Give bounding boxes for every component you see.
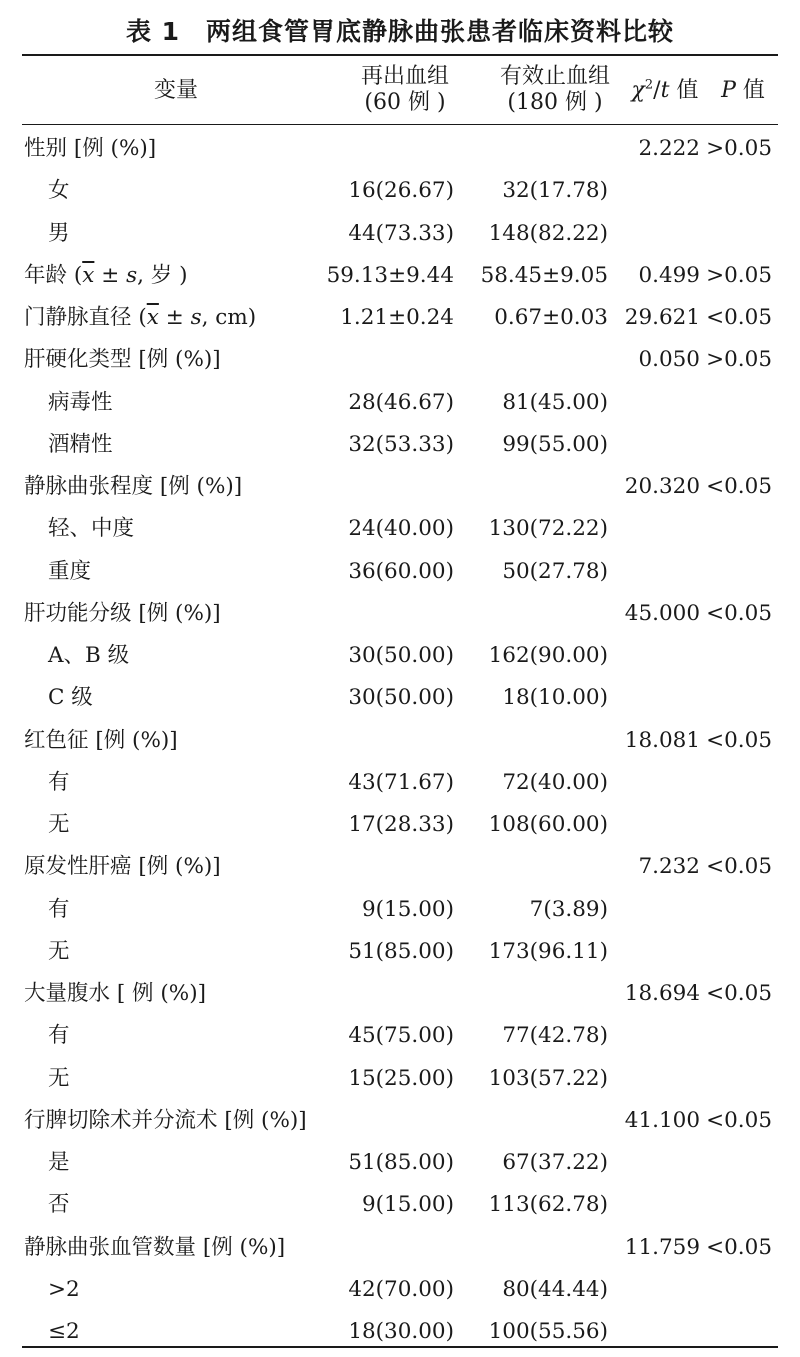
row-label: 否 (48, 1192, 70, 1218)
cell-rebleeding-group: 9(15.00) (361, 1192, 454, 1218)
table-row (0, 466, 800, 508)
table-row (0, 1269, 800, 1311)
cell-rebleeding-group: 45(75.00) (348, 1023, 454, 1049)
cell-hemostasis-group: 50(27.78) (502, 558, 608, 584)
table-header (0, 58, 800, 122)
table-row (0, 170, 800, 212)
row-label: >2 (48, 1276, 80, 1302)
header-t: t (660, 78, 670, 103)
cell-p-value: <0.05 (706, 305, 772, 330)
row-label: A、B 级 (48, 643, 130, 668)
row-label: 有 (48, 896, 70, 922)
header-rebleeding-group-n: (60 例 ) (364, 90, 446, 115)
cell-p-value: <0.05 (706, 981, 772, 1006)
row-label: 无 (48, 1065, 70, 1091)
row-label-part: ± (158, 305, 191, 330)
cell-hemostasis-group: 58.45±9.05 (480, 262, 608, 288)
cell-p-value: >0.05 (706, 262, 772, 288)
cell-rebleeding-group: 44(73.33) (348, 220, 454, 246)
row-label-part: 年龄 ( (24, 262, 83, 288)
row-label-part: s (126, 262, 138, 288)
row-label: 原发性肝癌 [例 (%)] (24, 854, 221, 880)
cell-hemostasis-group: 162(90.00) (488, 643, 608, 668)
cell-hemostasis-group: 99(55.00) (502, 431, 608, 457)
table-row (0, 635, 800, 677)
table-row (0, 297, 800, 339)
cell-statistic: 18.081 (624, 727, 700, 753)
cell-rebleeding-group: 51(85.00) (348, 938, 454, 964)
table-row (0, 339, 800, 381)
cell-rebleeding-group: 30(50.00) (348, 643, 454, 668)
cell-rebleeding-group: 18(30.00) (348, 1319, 454, 1344)
cell-rebleeding-group: 43(71.67) (348, 769, 454, 795)
table-row (0, 255, 800, 297)
table-row (0, 804, 800, 846)
table-row (0, 508, 800, 550)
row-label-part: 门静脉直径 ( (24, 305, 147, 330)
header-statistic (620, 78, 710, 104)
row-label: 静脉曲张程度 [例 (%)] (24, 474, 243, 499)
cell-hemostasis-group: 103(57.22) (488, 1065, 608, 1091)
cell-hemostasis-group: 32(17.78) (502, 178, 608, 204)
header-stat-suffix: 值 (669, 78, 699, 103)
table-row (0, 1100, 800, 1142)
row-label: C 级 (48, 685, 93, 711)
cell-statistic: 45.000 (624, 600, 700, 626)
table-title: 表 1 两组食管胃底静脉曲张患者临床资料比较 (125, 17, 675, 46)
row-label: 病毒性 (48, 389, 113, 415)
cell-p-value: >0.05 (706, 136, 772, 161)
row-label: 行脾切除术并分流术 [例 (%)] (24, 1107, 307, 1133)
cell-rebleeding-group: 16(26.67) (348, 178, 454, 204)
cell-hemostasis-group: 108(60.00) (488, 812, 608, 837)
bottom-rule (22, 1346, 778, 1348)
row-label: 大量腹水 [ 例 (%)] (24, 981, 206, 1006)
cell-hemostasis-group: 7(3.89) (529, 896, 608, 922)
cell-p-value: <0.05 (706, 727, 772, 753)
header-slash: / (653, 78, 661, 103)
row-label (24, 255, 188, 297)
row-label: 性别 [例 (%)] (24, 136, 157, 161)
cell-rebleeding-group: 36(60.00) (348, 558, 454, 584)
cell-hemostasis-group: 113(62.78) (488, 1192, 608, 1218)
cell-statistic: 29.621 (624, 305, 700, 330)
header-hemostasis-group (480, 64, 630, 116)
header-chi: χ (631, 78, 645, 103)
cell-statistic: 20.320 (624, 474, 700, 499)
table-row (0, 677, 800, 719)
row-label: 无 (48, 812, 70, 837)
table-row (0, 424, 800, 466)
header-hemostasis-group-name: 有效止血组 (499, 64, 610, 89)
table-row (0, 762, 800, 804)
cell-rebleeding-group: 59.13±9.44 (326, 262, 454, 288)
table-row (0, 128, 800, 170)
cell-rebleeding-group: 30(50.00) (348, 685, 454, 711)
cell-rebleeding-group: 28(46.67) (348, 389, 454, 415)
cell-p-value: <0.05 (706, 854, 772, 880)
table-row (0, 213, 800, 255)
header-hemostasis-group-n: (180 例 ) (507, 90, 603, 115)
table-row (0, 720, 800, 762)
table-body (0, 128, 800, 1353)
cell-hemostasis-group: 72(40.00) (502, 769, 608, 795)
row-label-part: $\overline{x}$ (82, 262, 95, 288)
row-label: 无 (48, 938, 70, 964)
row-label: 肝硬化类型 [例 (%)] (24, 347, 221, 373)
cell-hemostasis-group: 100(55.56) (488, 1319, 608, 1344)
cell-p-value: <0.05 (706, 474, 772, 499)
cell-hemostasis-group: 77(42.78) (502, 1023, 608, 1049)
header-rebleeding-group (330, 64, 480, 116)
table-row (0, 1015, 800, 1057)
cell-statistic: 0.499 (638, 262, 700, 288)
cell-p-value: >0.05 (706, 347, 772, 373)
row-label-part: s (190, 305, 202, 330)
table-row (0, 382, 800, 424)
row-label (24, 297, 256, 339)
header-chi-sup: 2 (644, 77, 654, 93)
row-label: 轻、中度 (48, 516, 135, 542)
cell-rebleeding-group: 32(53.33) (348, 431, 454, 457)
row-label: 静脉曲张血管数量 [例 (%)] (24, 1234, 286, 1260)
table-row (0, 889, 800, 931)
table-row (0, 1058, 800, 1100)
row-label: 肝功能分级 [例 (%)] (24, 600, 221, 626)
table-row (0, 551, 800, 593)
row-label-part: , cm) (201, 305, 257, 330)
cell-p-value: <0.05 (706, 600, 772, 626)
header-p-value (708, 78, 778, 104)
row-label: 女 (48, 178, 70, 204)
row-label: 重度 (48, 558, 92, 584)
row-label: 红色征 [例 (%)] (24, 727, 178, 753)
table-row (0, 593, 800, 635)
row-label: 有 (48, 769, 70, 795)
table-row (0, 1184, 800, 1226)
row-label: 是 (48, 1150, 70, 1175)
cell-statistic: 2.222 (638, 136, 700, 161)
row-label: 男 (48, 220, 70, 246)
top-rule (22, 54, 778, 56)
row-label-part: $\overline{x}$ (146, 305, 159, 330)
cell-rebleeding-group: 51(85.00) (348, 1150, 454, 1175)
header-p-suffix: 值 (735, 78, 765, 103)
header-rule (22, 124, 778, 125)
cell-rebleeding-group: 15(25.00) (348, 1065, 454, 1091)
cell-rebleeding-group: 42(70.00) (348, 1276, 454, 1302)
table-row (0, 931, 800, 973)
table-row (0, 846, 800, 888)
cell-statistic: 11.759 (624, 1234, 700, 1260)
cell-hemostasis-group: 18(10.00) (502, 685, 608, 711)
header-variable: 变量 (153, 78, 198, 103)
row-label-part: , 岁 ) (137, 262, 188, 288)
cell-rebleeding-group: 1.21±0.24 (340, 305, 454, 330)
cell-statistic: 41.100 (624, 1107, 700, 1133)
cell-hemostasis-group: 173(96.11) (488, 938, 608, 964)
cell-hemostasis-group: 0.67±0.03 (494, 305, 608, 330)
cell-hemostasis-group: 130(72.22) (488, 516, 608, 542)
row-label: 酒精性 (48, 431, 113, 457)
row-label: ≤2 (48, 1319, 80, 1344)
cell-hemostasis-group: 148(82.22) (488, 220, 608, 246)
cell-hemostasis-group: 81(45.00) (502, 389, 608, 415)
cell-hemostasis-group: 80(44.44) (502, 1276, 608, 1302)
cell-hemostasis-group: 67(37.22) (502, 1150, 608, 1175)
table-row (0, 1227, 800, 1269)
table-row (0, 973, 800, 1015)
cell-p-value: <0.05 (706, 1234, 772, 1260)
header-p-letter: P (721, 78, 736, 103)
cell-rebleeding-group: 17(28.33) (348, 812, 454, 837)
header-rebleeding-group-name: 再出血组 (360, 64, 449, 89)
cell-rebleeding-group: 9(15.00) (361, 896, 454, 922)
cell-statistic: 18.694 (624, 981, 700, 1006)
cell-statistic: 7.232 (638, 854, 700, 880)
cell-rebleeding-group: 24(40.00) (348, 516, 454, 542)
row-label-part: ± (94, 262, 127, 288)
table-row (0, 1142, 800, 1184)
cell-p-value: <0.05 (706, 1107, 772, 1133)
cell-statistic: 0.050 (638, 347, 700, 373)
row-label: 有 (48, 1023, 70, 1049)
